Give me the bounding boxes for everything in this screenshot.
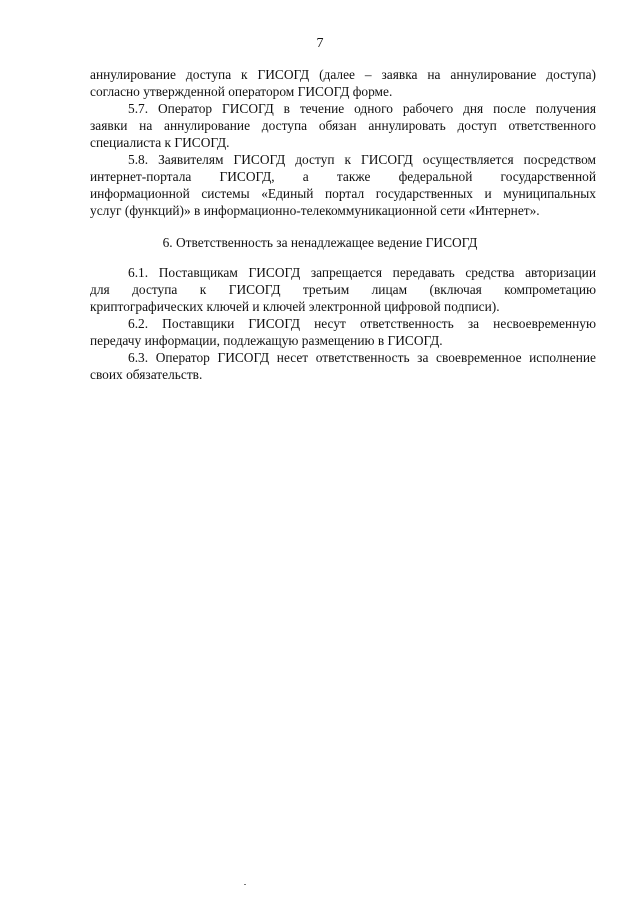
text-line: для доступа к ГИСОГД третьим лицам (включая компрометацию <box>90 282 596 297</box>
paragraph-5-7-first-line: 5.7. Оператор ГИСОГД в течение одного рабочего дня после получения <box>128 101 596 116</box>
paragraph-5-8-first-line: 5.8. Заявителям ГИСОГД доступ к ГИСОГД осуществляется посредством <box>128 152 596 167</box>
text-line: заявки на аннулирование доступа обязан аннулировать доступ ответственного <box>90 118 596 133</box>
text-line: криптографических ключей и ключей электронной цифровой подписи). <box>90 299 500 314</box>
paragraph-6-2-first-line: 6.2. Поставщики ГИСОГД несут ответственность за несвоевременную <box>128 316 596 331</box>
text-line: аннулирование доступа к ГИСОГД (далее – заявка на аннулирование доступа) <box>90 67 596 82</box>
page-number: 7 <box>316 36 324 51</box>
text-line: специалиста к ГИСОГД. <box>90 135 230 150</box>
text-line: услуг (функций)» в информационно-телекоммуникационной сети «Интернет». <box>90 203 540 218</box>
text-line: своих обязательств. <box>90 367 203 382</box>
paragraph-6-1-first-line: 6.1. Поставщикам ГИСОГД запрещается передавать средства авторизации <box>128 265 596 280</box>
scan-speck <box>244 884 246 885</box>
section-heading: 6. Ответственность за ненадлежащее ведение ГИСОГД <box>162 235 478 250</box>
text-line: информационной системы «Единый портал государственных и муниципальных <box>90 186 596 201</box>
text-line: согласно утвержденной оператором ГИСОГД форме. <box>90 84 393 99</box>
text-line: интернет-портала ГИСОГД, а также федеральной государственной <box>90 169 596 184</box>
paragraph-6-3-first-line: 6.3. Оператор ГИСОГД несет ответственность за своевременное исполнение <box>128 350 596 365</box>
text-line: передачу информации, подлежащую размещению в ГИСОГД. <box>90 333 443 348</box>
